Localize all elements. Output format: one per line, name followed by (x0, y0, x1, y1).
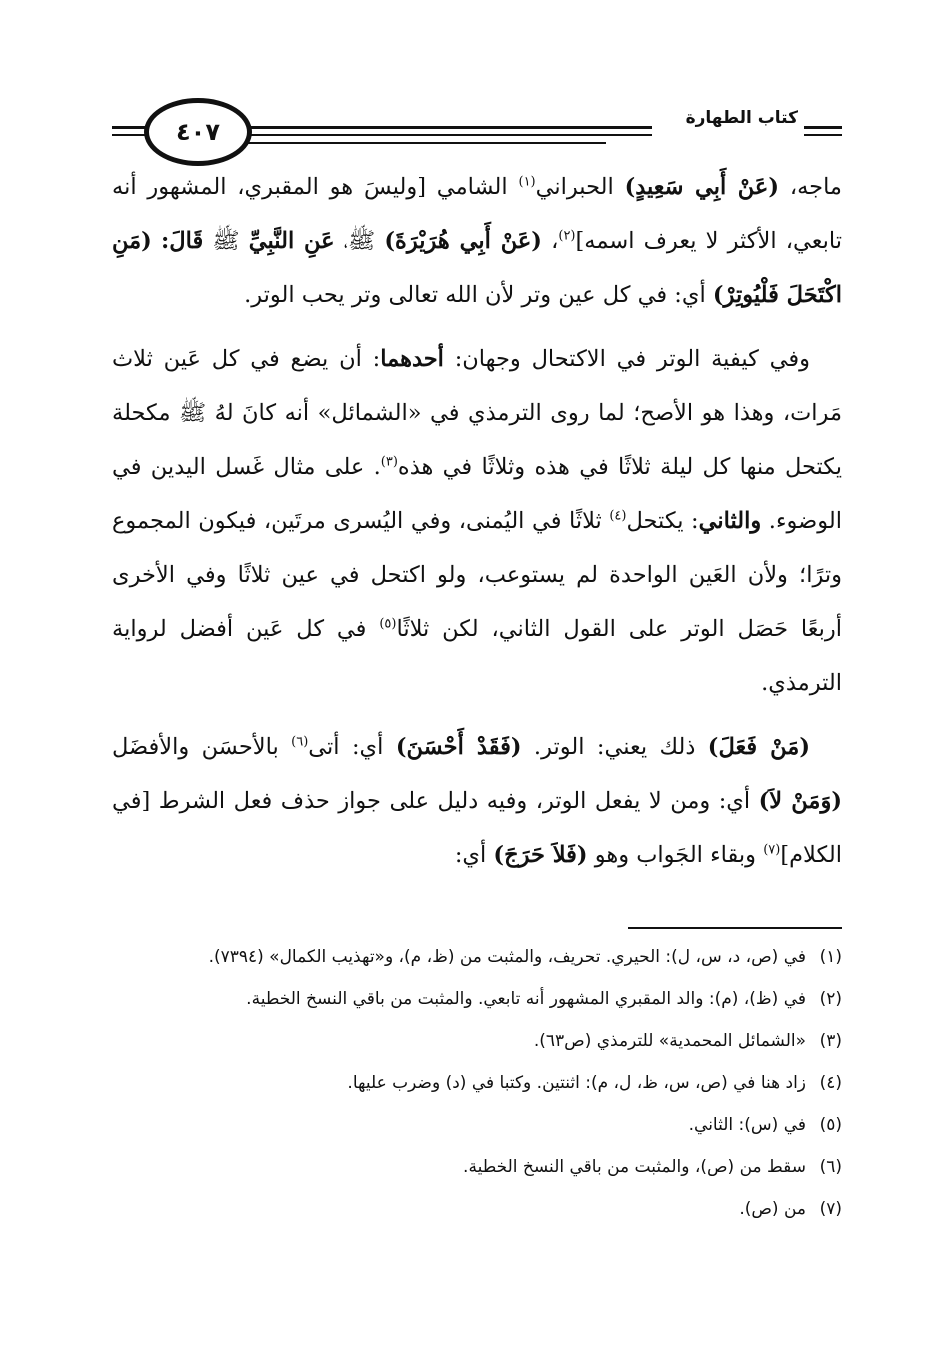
emphasis: والثاني (698, 508, 762, 534)
text-run: الشامي [وليسَ هو المقبري، المشهور أنه تابعي، الأكثر لا يعرف اسمه] (112, 174, 843, 254)
footnote (112, 1190, 842, 1228)
footnote-number: (٥) (819, 1115, 842, 1135)
footnote-number: (١) (819, 947, 842, 967)
footnote-number: (٢) (819, 989, 842, 1009)
text-run: ثلاثًا في اليُمنى، وفي اليُسرى مرتَين، فيكون المجموع وترًا؛ ولأن العَين الواحدة لم يستوعب، ولو اكتحل في عين ثلاثًا وفي الأخرى أربعًا حَصَل الوتر على القول الثاني، لكن ثلاثًا (112, 508, 842, 642)
footnote (112, 1064, 842, 1102)
footnote-separator (628, 927, 842, 929)
footnote (112, 1106, 842, 1144)
footnote-text: سقط من (ص)، والمثبت من باقي النسخ الخطية. (463, 1157, 806, 1177)
hadith-text: (مَنِ اكْتَحَلَ فَلْيُوتِرْ) (112, 228, 842, 308)
footnote-ref: (٤) (609, 508, 627, 524)
text-run: في كل عَين أفضل لرواية الترمذي. (112, 616, 842, 696)
footnote (112, 1022, 842, 1060)
footnote (112, 938, 842, 976)
header-rule (226, 142, 606, 144)
hadith-text: عَنِ النَّبِيِّ (248, 228, 335, 254)
text-run: ﷺ، (334, 228, 385, 254)
text-run: أي: ومن لا يفعل الوتر، وفيه دليل على جواز حذف فعل الشرط [في الكلام] (112, 788, 842, 868)
paragraph (112, 160, 842, 322)
paragraph (112, 720, 842, 882)
text-run: وفي كيفية الوتر في الاكتحال وجهان: (443, 346, 810, 372)
text-run: أي: (454, 842, 494, 868)
header-rule (804, 126, 842, 129)
hadith-text: قَالَ: (160, 228, 204, 254)
main-text (112, 160, 842, 892)
footnote-ref: (١) (518, 174, 536, 190)
narrator-name: (عَنْ أَبِي هُرَيْرَةَ) (384, 228, 542, 254)
text-run (152, 228, 161, 254)
page-number-oval (144, 98, 252, 166)
footnote-text: «الشمائل المحمدية» للترمذي (ص٦٣). (533, 1031, 806, 1051)
text-run: ، (541, 228, 559, 254)
footnote-text: من (ص). (739, 1199, 806, 1219)
text-run: ماجه، (779, 174, 842, 200)
footnote-text: في (ظ)، (م): والد المقبري المشهور أنه تابعي. والمثبت من باقي النسخ الخطية. (246, 989, 806, 1009)
emphasis: أحدهما (380, 346, 444, 372)
paragraph (112, 332, 842, 710)
footnote-text: زاد هنا في (ص، س، ظ، ل، م): اثنتين. وكتبا في (د) وضرب عليها. (347, 1073, 806, 1093)
text-run: ﷺ (203, 228, 249, 254)
footnote (112, 1148, 842, 1186)
footnote-number: (٧) (819, 1199, 842, 1219)
narrator-name: (عَنْ أَبِي سَعِيدٍ) (624, 174, 780, 200)
footnote-number: (٦) (819, 1157, 842, 1177)
footnote-text: في (س): الثاني. (688, 1115, 806, 1135)
footnote-ref: (٦) (291, 734, 309, 750)
hadith-text: (فَقَدْ أَحْسَنَ) (395, 734, 522, 760)
header-rule (804, 134, 842, 136)
hadith-text: (مَنْ فَعَلَ) (707, 734, 811, 760)
text-run: ذلك يعني: الوتر. (521, 734, 708, 760)
text-run: : أن يضع في كل عَين ثلاث مَرات، وهذا هو الأصح؛ لما روى الترمذي في «الشمائل» أنه كانَ لهُ ﷺ مكحلة يكتحل منها كل ليلة ثلاثًا في هذه وثلاثًا في هذه (112, 346, 842, 480)
footnote-number: (٤) (819, 1073, 842, 1093)
text-run: أي: أتى (308, 734, 396, 760)
footnote-text: في (ص، د، س، ل): الحيري. تحريف، والمثبت من (ظ، م)، و«تهذيب الكمال» (٧٣٩٤). (208, 947, 806, 967)
text-run: : يكتحل (626, 508, 699, 534)
hadith-text: (فَلاَ حَرَجَ) (493, 842, 588, 868)
text-run: . على مثال غَسل اليدين في الوضوء. (112, 454, 842, 534)
footnote-ref: (٢) (558, 228, 576, 244)
running-title: كتاب الطهارة (685, 108, 798, 128)
text-run: أي: في كل عين وتر لأن الله تعالى وتر يحب الوتر. (244, 282, 713, 308)
hadith-text: (وَمَنْ لاَ) (758, 788, 842, 814)
text-run: الحبراني (535, 174, 625, 200)
footnote (112, 980, 842, 1018)
footnote-ref: (٥) (379, 616, 397, 632)
footnote-number: (٣) (819, 1031, 842, 1051)
footnote-ref: (٣) (380, 454, 398, 470)
text-run: وبقاء الجَواب وهو (587, 842, 764, 868)
page-number: ٤٠٧ (176, 118, 220, 146)
footnotes (112, 938, 842, 1232)
footnote-ref: (٧) (763, 842, 781, 858)
text-run: بالأحسَن والأفضَل (112, 734, 292, 760)
